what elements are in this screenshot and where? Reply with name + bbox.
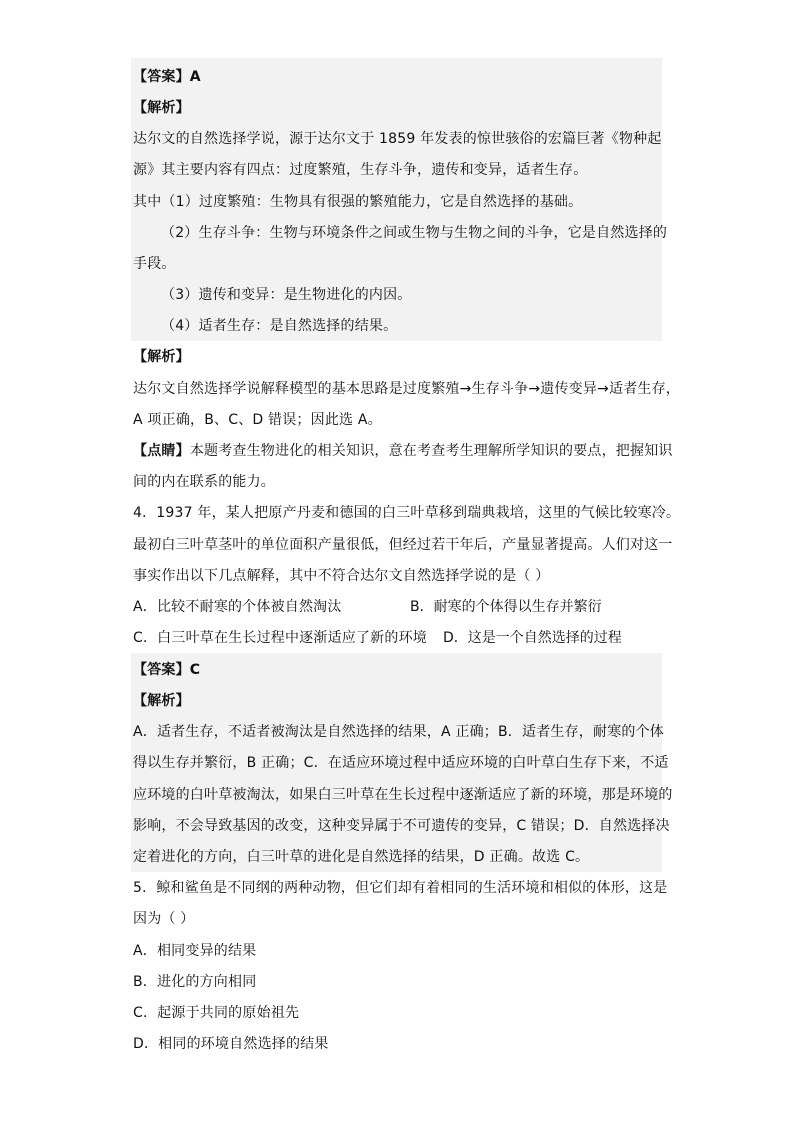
question-4-option-b: B．耐寒的个体得以生存并繁衍 xyxy=(410,599,602,615)
analysis-line: A．适者生存，不适者被淘汰是自然选择的结果，A 正确；B．适者生存，耐寒的个体 xyxy=(133,724,665,740)
analysis-line: 得以生存并繁衍，B 正确；C．在适应环境过程中适应环境的白叶草白生存下来，不适 xyxy=(133,755,669,771)
analysis-label: 【解析】 xyxy=(133,100,190,116)
analysis-line: （4）适者生存：是自然选择的结果。 xyxy=(161,318,398,334)
analysis-line: 应环境的白叶草被淘汰，如果白三叶草在生长过程中逐渐适应了新的环境，那是环境的 xyxy=(133,787,673,803)
analysis-line: 影响，不会导致基因的改变，这种变异属于不可遗传的变异，C 错误；D．自然选择决 xyxy=(133,818,670,834)
question-4-option-a: A．比较不耐寒的个体被自然淘汰 xyxy=(133,599,342,615)
question-5-option: A．相同变异的结果 xyxy=(133,943,257,959)
question-5-option: D．相同的环境自然选择的结果 xyxy=(133,1036,329,1052)
question-4-stem: 最初白三叶草茎叶的单位面积产量很低，但经过若干年后，产量显著提高。人们对这一 xyxy=(133,537,673,553)
comment-label: 【点睛】 xyxy=(133,443,190,459)
question-4-option-c: C．白三叶草在生长过程中逐渐适应了新的环境 xyxy=(133,630,427,646)
question-4-option-d: D．这是一个自然选择的过程 xyxy=(443,630,622,646)
question-5-stem: 5．鲸和鲨鱼是不同纲的两种动物，但它们却有着相同的生活环境和相似的体形，这是 xyxy=(133,880,668,896)
analysis-label: 【解析】 xyxy=(133,349,190,365)
comment-line: 间的内在联系的能力。 xyxy=(133,474,275,490)
analysis-line: A 项正确，B、C、D 错误；因此选 A。 xyxy=(133,412,382,428)
answer-label: 【答案】A xyxy=(133,69,201,85)
analysis-line: 定着进化的方向，白三叶草的进化是自然选择的结果，D 正确。故选 C。 xyxy=(133,849,590,865)
question-4-stem: 4．1937 年，某人把原产丹麦和德国的白三叶草移到瑞典栽培，这里的气候比较寒冷。 xyxy=(133,505,681,521)
question-5-stem: 因为（ ） xyxy=(133,911,195,927)
analysis-line: 达尔文自然选择学说解释模型的基本思路是过度繁殖→生存斗争→遗传变异→适者生存， xyxy=(133,381,680,397)
question-5-option: C．起源于共同的原始祖先 xyxy=(133,1005,300,1021)
analysis-line: 手段。 xyxy=(133,256,176,272)
analysis-line: 达尔文的自然选择学说，源于达尔文于 1859 年发表的惊世骇俗的宏篇巨著《物种起 xyxy=(133,131,662,147)
analysis-line: 源》其主要内容有四点：过度繁殖，生存斗争，遗传和变异，适者生存。 xyxy=(133,162,588,178)
comment-line xyxy=(133,442,673,460)
answer-label: 【答案】C xyxy=(133,662,201,678)
comment-text: 本题考查生物进化的相关知识，意在考查考生理解所学知识的要点，把握知识 xyxy=(189,443,673,459)
analysis-line: 其中（1）过度繁殖：生物具有很强的繁殖能力，它是自然选择的基础。 xyxy=(133,194,583,210)
question-5-option: B．进化的方向相同 xyxy=(133,974,257,990)
question-4-stem: 事实作出以下几点解释，其中不符合达尔文自然选择学说的是（ ） xyxy=(133,568,550,584)
analysis-label: 【解析】 xyxy=(133,693,190,709)
analysis-line: （3）遗传和变异：是生物进化的内因。 xyxy=(161,287,412,303)
analysis-line: （2）生存斗争：生物与环境条件之间或生物与生物之间的斗争，它是自然选择的 xyxy=(161,225,668,241)
